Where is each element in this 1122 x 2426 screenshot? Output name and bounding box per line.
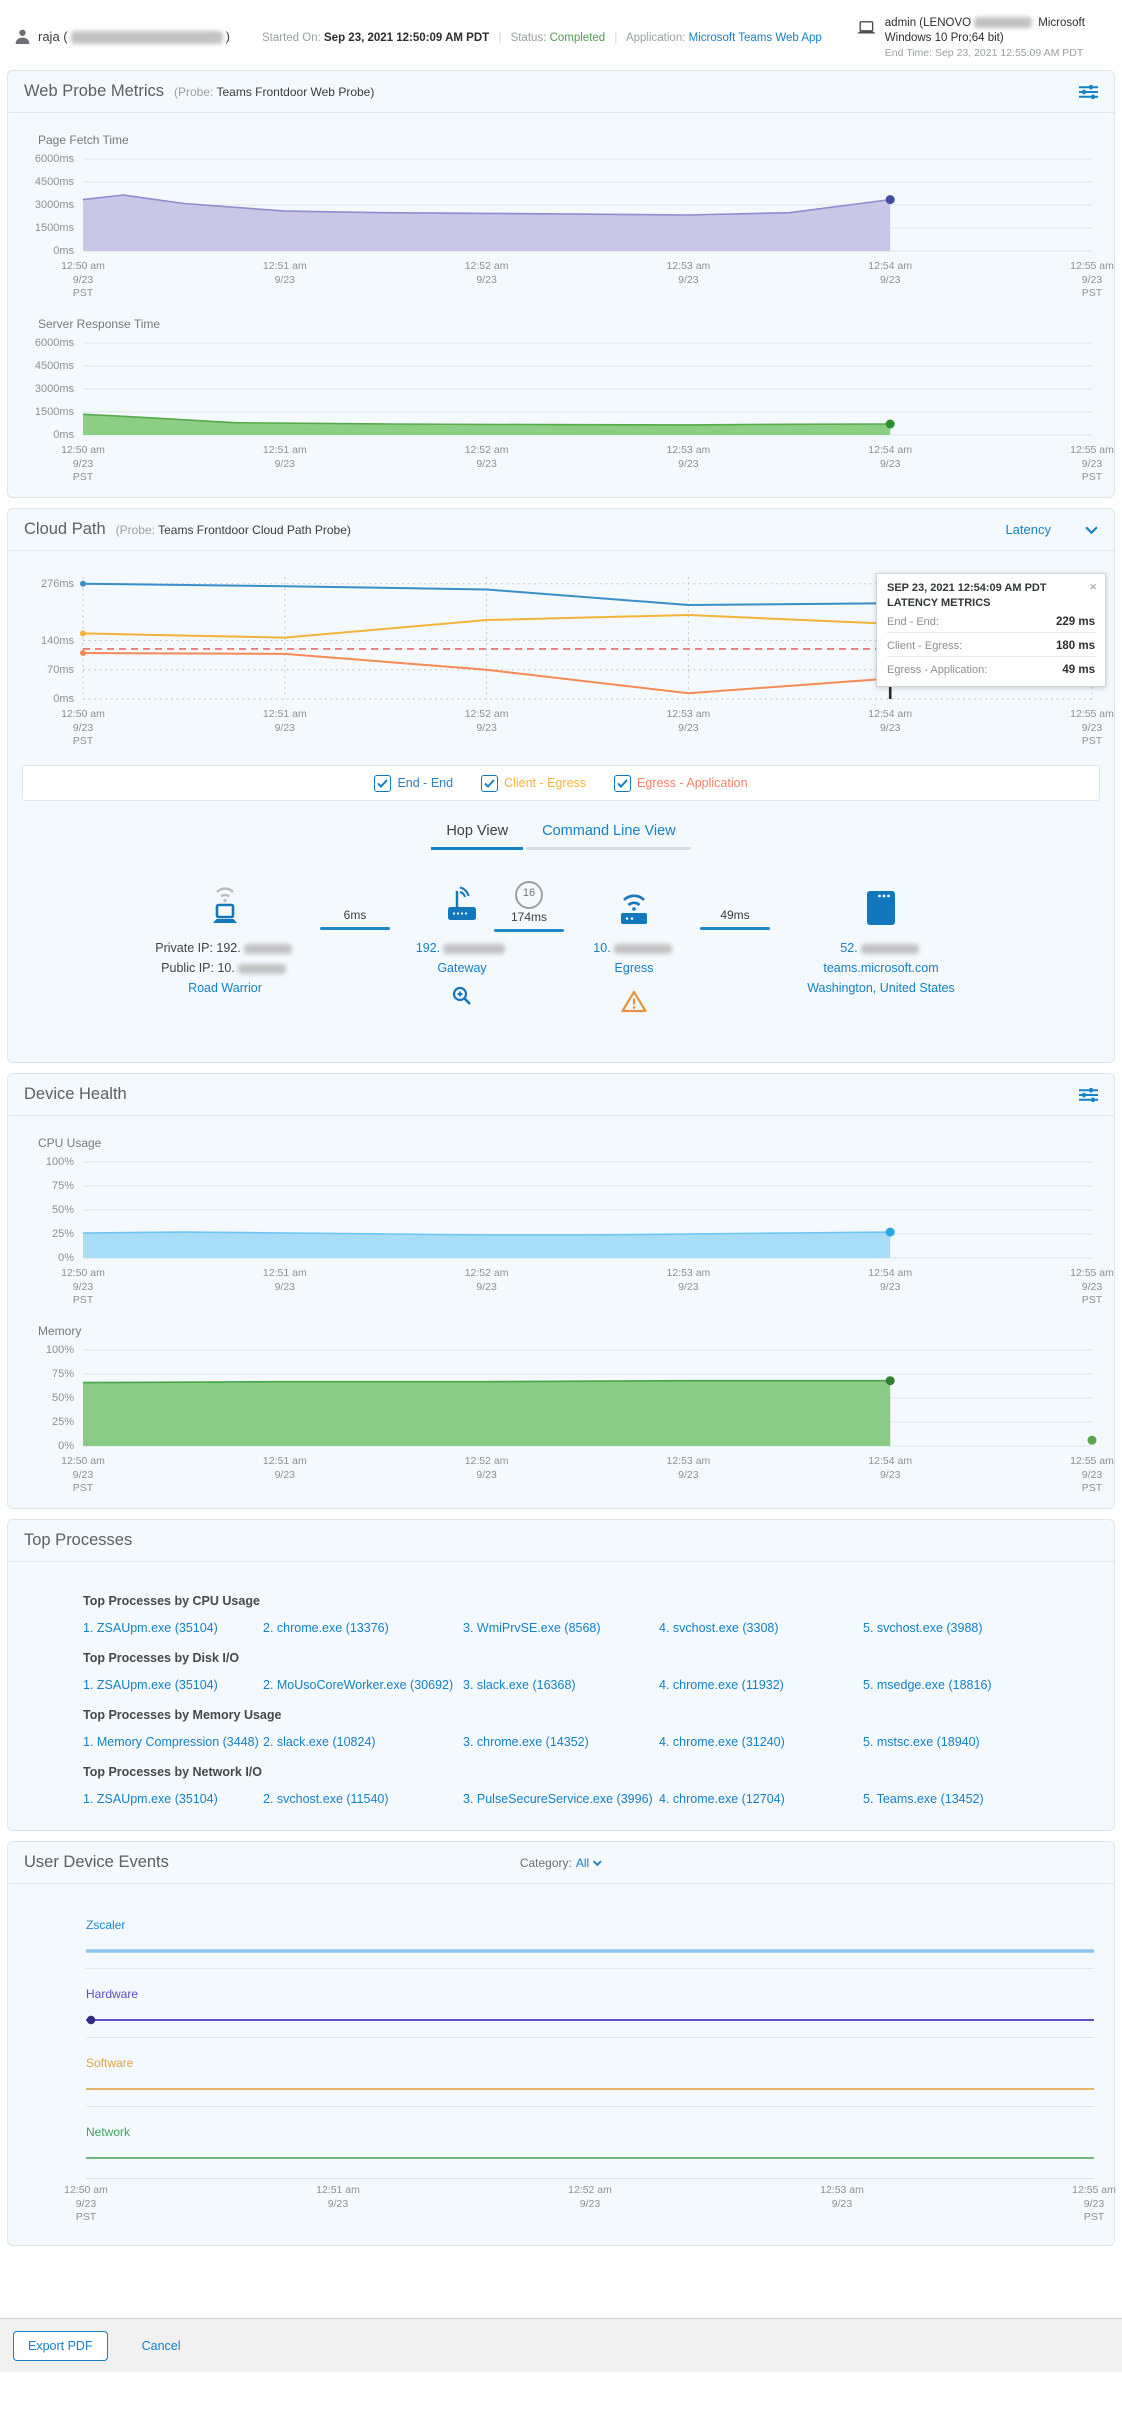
process-link[interactable]: 3. WmiPrvSE.exe (8568): [463, 1621, 601, 1635]
process-link[interactable]: 4. chrome.exe (31240): [659, 1735, 785, 1749]
x-axis-label: 12:50 am 9/23 PST: [64, 2184, 108, 2223]
top-processes-body: [8, 1562, 1114, 1830]
started-on-label: Started On:: [262, 32, 321, 44]
top-processes-header: [8, 1520, 1114, 1562]
device-health-body: [8, 1116, 1114, 1508]
x-axis-label: 12:52 am 9/23: [464, 1455, 509, 1481]
separator: |: [498, 32, 502, 44]
section-title: Web Probe Metrics: [24, 82, 164, 100]
y-axis-label: 100%: [45, 1344, 74, 1356]
process-link[interactable]: 5. mstsc.exe (18940): [863, 1735, 980, 1749]
process-group-label: Top Processes by Memory Usage: [83, 1708, 282, 1722]
legend-item-client-egress[interactable]: Client - Egress: [481, 775, 586, 792]
y-axis-label: 25%: [51, 1228, 74, 1240]
user-device-events-card: [7, 1841, 1115, 2246]
application-link[interactable]: Microsoft Teams Web App: [688, 32, 822, 44]
destination-ip[interactable]: 52.: [776, 938, 986, 958]
probe-name: (Probe: Teams Frontdoor Cloud Path Probe): [115, 522, 351, 537]
process-link[interactable]: 3. PulseSecureService.exe (3996): [463, 1792, 653, 1806]
top-processes-card: [7, 1519, 1115, 1831]
event-timeline-canvas: [86, 2084, 1094, 2094]
redacted-user-domain: [71, 31, 223, 44]
chart-label: CPU Usage: [38, 1136, 102, 1150]
x-axis-label: 12:55 am 9/23 PST: [1070, 708, 1114, 747]
hop-view-diagram: [8, 880, 1114, 1018]
cancel-button[interactable]: Cancel: [136, 2338, 187, 2354]
chart-canvas: [83, 159, 1092, 251]
process-link[interactable]: 1. ZSAUpm.exe (35104): [83, 1621, 218, 1635]
chart-plot-area[interactable]: [34, 153, 1092, 257]
y-axis-label: 70ms: [47, 663, 74, 676]
row-divider: [86, 2106, 1094, 2107]
probe-name: (Probe: Teams Frontdoor Web Probe): [174, 84, 375, 99]
x-axis-label: 12:51 am 9/23: [262, 1455, 307, 1481]
cloud-path-header: [8, 509, 1114, 551]
hop-node-destination[interactable]: [776, 880, 986, 998]
event-category-label: Software: [86, 2056, 134, 2070]
metric-selector[interactable]: [1005, 522, 1098, 537]
hop-link-2: [494, 880, 564, 932]
event-category-label: Hardware: [86, 1987, 139, 2001]
redacted-ip: [614, 944, 672, 954]
process-row: [8, 1735, 1114, 1749]
event-timeline-canvas: [86, 2015, 1094, 2025]
tab-command-line-view[interactable]: Command Line View: [527, 817, 691, 850]
process-group-label: Top Processes by Disk I/O: [83, 1651, 240, 1665]
x-axis-label: 12:53 am 9/23: [666, 708, 711, 734]
hop-count-badge: 16: [515, 881, 543, 909]
tooltip-datetime: SEP 23, 2021 12:54:09 AM PDT: [887, 582, 1047, 594]
process-row: [8, 1621, 1114, 1635]
y-axis-label: 1500ms: [34, 406, 74, 418]
y-axis-label: 0ms: [53, 693, 74, 705]
cloud-path-chart-wrap: [8, 567, 1114, 751]
section-title: Top Processes: [24, 1531, 133, 1549]
cloud-path-body: [8, 551, 1114, 1062]
device-health-header: [8, 1074, 1114, 1116]
chart-canvas: [83, 1162, 1092, 1258]
latency-tooltip: [876, 573, 1106, 687]
gateway-ip[interactable]: 192.: [396, 938, 528, 958]
y-axis-label: 75%: [51, 1368, 74, 1380]
y-axis-label: 0%: [58, 1440, 74, 1452]
y-axis-label: 0%: [58, 1252, 74, 1264]
x-axis-label: 12:52 am 9/23: [464, 444, 509, 470]
process-row: [8, 1678, 1114, 1692]
event-timeline[interactable]: [86, 2150, 1094, 2160]
chevron-down-icon[interactable]: [1085, 526, 1098, 534]
process-link[interactable]: 3. chrome.exe (14352): [463, 1735, 589, 1749]
process-link[interactable]: 1. ZSAUpm.exe (35104): [83, 1792, 218, 1806]
chevron-down-icon[interactable]: [593, 1860, 602, 1866]
process-link[interactable]: 2. chrome.exe (13376): [263, 1621, 389, 1635]
hop-node-client[interactable]: [136, 880, 314, 998]
egress-label[interactable]: Egress: [614, 961, 654, 975]
x-axis-label: 12:55 am 9/23 PST: [1070, 444, 1114, 483]
y-axis-label: 3000ms: [34, 199, 74, 211]
process-link[interactable]: 2. slack.exe (10824): [263, 1735, 376, 1749]
hop-link-3: [700, 880, 770, 930]
chart-plot-area[interactable]: [34, 337, 1092, 441]
device-name: admin (LENOVO Microsoft Windows 10 Pro;64 bit): [884, 17, 1085, 44]
trace-header: [0, 0, 1122, 60]
process-link[interactable]: 1. ZSAUpm.exe (35104): [83, 1678, 218, 1692]
user-icon: [14, 28, 31, 45]
process-link[interactable]: 3. slack.exe (16368): [463, 1678, 576, 1692]
y-axis-label: 276ms: [40, 577, 74, 590]
y-axis-label: 50%: [51, 1392, 74, 1404]
event-timeline[interactable]: [86, 1943, 1094, 1953]
datacenter-icon: [776, 880, 986, 930]
web-probe-metrics-header: [8, 71, 1114, 113]
x-axis-label: 12:55 am 9/23 PST: [1070, 1267, 1114, 1306]
x-axis-label: 12:54 am 9/23: [868, 1267, 913, 1293]
x-axis-label: 12:51 am 9/23: [262, 708, 307, 734]
event-timeline-canvas: [86, 2153, 1094, 2163]
x-axis-label: 12:52 am 9/23: [464, 708, 509, 734]
destination-location[interactable]: Washington, United States: [807, 981, 955, 995]
device-health-card: [7, 1073, 1115, 1509]
checkbox-checked-icon[interactable]: [614, 775, 631, 792]
status-label: Status:: [510, 32, 547, 44]
chart-plot-area[interactable]: [45, 1156, 1092, 1264]
page-fetch-time-chart[interactable]: [8, 133, 1114, 303]
x-axis: [61, 439, 1114, 487]
hop-node-egress[interactable]: [574, 880, 694, 1018]
event-timeline-canvas: [86, 1946, 1094, 1956]
checkbox-checked-icon[interactable]: [374, 775, 391, 792]
x-axis-label: 12:54 am 9/23: [868, 260, 913, 286]
x-axis-label: 12:55 am 9/23 PST: [1070, 1455, 1114, 1494]
event-timeline[interactable]: [86, 2012, 1094, 2022]
section-title: Device Health: [24, 1085, 127, 1103]
process-link[interactable]: 5. msedge.exe (18816): [863, 1678, 992, 1692]
chart-label: Memory: [38, 1324, 82, 1338]
user-name: raja ( ): [38, 28, 230, 44]
event-category-label: Zscaler: [86, 1918, 126, 1932]
y-axis-label: 3000ms: [34, 383, 74, 395]
x-axis-label: 12:54 am 9/23: [868, 1455, 913, 1481]
x-axis: [61, 1262, 1114, 1310]
export-pdf-button[interactable]: Export PDF: [13, 2331, 108, 2361]
y-axis-label: 1500ms: [34, 222, 74, 234]
x-axis-label: 12:53 am 9/23: [820, 2184, 864, 2210]
x-axis: [61, 703, 1114, 751]
y-axis-label: 0ms: [53, 429, 74, 441]
tooltip-close-icon[interactable]: ×: [1089, 579, 1097, 594]
x-axis-label: 12:53 am 9/23: [666, 1455, 711, 1481]
hop-line: [700, 927, 770, 930]
checkbox-checked-icon[interactable]: [481, 775, 498, 792]
memory-chart[interactable]: [8, 1324, 1114, 1498]
client-type-link[interactable]: Road Warrior: [188, 981, 262, 995]
tooltip-row: Egress - Application: 49 ms: [887, 664, 1095, 676]
process-link[interactable]: 4. chrome.exe (11932): [659, 1678, 784, 1692]
tooltip-row: Client - Egress: 180 ms: [887, 633, 1095, 657]
wifi-ap-icon: [574, 880, 694, 930]
server-response-time-chart[interactable]: [8, 317, 1114, 487]
end-time: End Time: Sep 23, 2021 12:55:09 AM PDT: [884, 47, 1084, 59]
process-row: [8, 1792, 1114, 1806]
chart-settings-icon[interactable]: [1079, 1088, 1098, 1102]
y-axis-label: 6000ms: [34, 337, 74, 349]
chart-settings-icon[interactable]: [1079, 85, 1098, 99]
y-axis-label: 140ms: [40, 634, 74, 647]
user-device-events-header: [8, 1842, 1114, 1884]
redacted-ip: [238, 964, 286, 974]
chart-label: Page Fetch Time: [38, 133, 129, 147]
x-axis-label: 12:55 am 9/23 PST: [1072, 2184, 1116, 2223]
y-axis-label: 4500ms: [34, 176, 74, 188]
user-device-events-body: [8, 1884, 1114, 2245]
device-identity: [856, 16, 1108, 60]
process-link[interactable]: 1. Memory Compression (3448): [83, 1735, 259, 1749]
x-axis-label: 12:50 am 9/23 PST: [61, 1267, 105, 1306]
zoom-in-icon[interactable]: [396, 985, 528, 1012]
x-axis-label: 12:52 am 9/23: [568, 2184, 612, 2210]
x-axis: [61, 1450, 1114, 1498]
chart-canvas: [83, 343, 1092, 435]
gateway-label[interactable]: Gateway: [437, 961, 487, 975]
process-link[interactable]: 5. svchost.exe (3988): [863, 1621, 983, 1635]
x-axis: [61, 255, 1114, 303]
y-axis-label: 75%: [51, 1180, 74, 1192]
trace-meta: [262, 32, 856, 44]
y-axis-label: 0ms: [53, 245, 74, 257]
tab-hop-view[interactable]: Hop View: [431, 817, 523, 850]
x-axis-label: 12:50 am 9/23 PST: [61, 708, 105, 747]
x-axis-label: 12:53 am 9/23: [666, 1267, 711, 1293]
x-axis-label: 12:50 am 9/23 PST: [61, 260, 105, 299]
metric-selector-value[interactable]: Latency: [1005, 522, 1051, 537]
application-label: Application:: [625, 32, 686, 44]
x-axis-label: 12:53 am 9/23: [666, 260, 711, 286]
x-axis-label: 12:51 am 9/23: [262, 444, 307, 470]
process-link[interactable]: 5. Teams.exe (13452): [863, 1792, 984, 1806]
user-identity: [14, 28, 262, 45]
chart-label: Server Response Time: [38, 317, 161, 331]
redacted-device-id: [974, 17, 1032, 28]
hop-latency: 49ms: [720, 908, 750, 922]
x-axis-label: 12:55 am 9/23 PST: [1070, 260, 1114, 299]
category-selector[interactable]: [520, 1856, 602, 1870]
x-axis-label: 12:51 am 9/23: [262, 1267, 307, 1293]
x-axis-label: 12:54 am 9/23: [868, 444, 913, 470]
hop-link-1: [320, 880, 390, 930]
process-link[interactable]: 4. chrome.exe (12704): [659, 1792, 785, 1806]
y-axis-label: 6000ms: [34, 153, 74, 165]
category-label: Category:: [519, 1855, 572, 1870]
warning-icon[interactable]: [574, 990, 694, 1018]
destination-host[interactable]: teams.microsoft.com: [823, 961, 939, 975]
y-axis-label: 100%: [45, 1156, 74, 1168]
legend-item-egress-application[interactable]: Egress - Application: [614, 775, 747, 792]
process-link[interactable]: 4. svchost.exe (3308): [659, 1621, 779, 1635]
cloud-path-card: [7, 508, 1115, 1063]
hop-latency: 174ms: [510, 910, 548, 924]
hop-line: [494, 929, 564, 932]
x-axis-label: 12:50 am 9/23 PST: [61, 1455, 105, 1494]
web-probe-metrics-body: [8, 113, 1114, 497]
event-dot: [87, 2016, 95, 2024]
private-ip: Private IP: 192.: [136, 938, 314, 958]
row-divider: [86, 1968, 1094, 1969]
event-category-label: Network: [86, 2125, 131, 2139]
y-axis-label: 25%: [51, 1416, 74, 1428]
egress-ip[interactable]: 10.: [574, 938, 694, 958]
redacted-ip: [443, 944, 505, 954]
hop-latency: 6ms: [343, 908, 367, 922]
row-divider: [86, 2037, 1094, 2038]
process-group-label: Top Processes by CPU Usage: [83, 1594, 260, 1608]
redacted-ip: [244, 944, 292, 954]
redacted-ip: [861, 944, 919, 954]
x-axis-label: 12:52 am 9/23: [464, 1267, 509, 1293]
tooltip-title: LATENCY METRICS: [887, 597, 991, 609]
device-laptop-icon: [856, 16, 877, 40]
section-title: User Device Events: [24, 1853, 169, 1871]
chart-plot-area[interactable]: [45, 1344, 1092, 1452]
event-timeline[interactable]: [86, 2081, 1094, 2091]
process-link[interactable]: 2. svchost.exe (11540): [263, 1792, 389, 1806]
action-footer: [0, 2318, 1122, 2372]
hop-line: [320, 927, 390, 930]
x-axis-label: 12:51 am 9/23: [262, 260, 307, 286]
legend-item-end-end[interactable]: End - End: [374, 775, 453, 792]
public-ip: Public IP: 10.: [136, 958, 314, 978]
started-on-value: Sep 23, 2021 12:50:09 AM PDT: [324, 32, 490, 44]
series-legend: [22, 765, 1100, 801]
y-axis-label: 4500ms: [34, 360, 74, 372]
web-probe-metrics-card: [7, 70, 1115, 498]
x-axis-label: 12:52 am 9/23: [464, 260, 509, 286]
chart-canvas: [83, 1350, 1092, 1446]
section-title: Cloud Path: [24, 520, 106, 538]
cpu-usage-chart[interactable]: [8, 1136, 1114, 1310]
x-axis-label: 12:53 am 9/23: [666, 444, 711, 470]
category-value[interactable]: All: [575, 1855, 590, 1870]
events-x-axis: [64, 2178, 1116, 2235]
cloud-path-tabs: [8, 817, 1114, 850]
process-group-label: Top Processes by Network I/O: [83, 1765, 262, 1779]
laptop-wifi-icon: [136, 880, 314, 930]
y-axis-label: 50%: [51, 1204, 74, 1216]
x-axis-label: 12:54 am 9/23: [868, 708, 913, 734]
status-value: Completed: [549, 32, 606, 44]
x-axis-label: 12:50 am 9/23 PST: [61, 444, 105, 483]
x-axis-label: 12:51 am 9/23: [316, 2184, 360, 2210]
tooltip-row: End - End: 229 ms: [887, 609, 1095, 633]
separator: |: [614, 32, 618, 44]
process-link[interactable]: 2. MoUsoCoreWorker.exe (30692): [263, 1678, 454, 1692]
